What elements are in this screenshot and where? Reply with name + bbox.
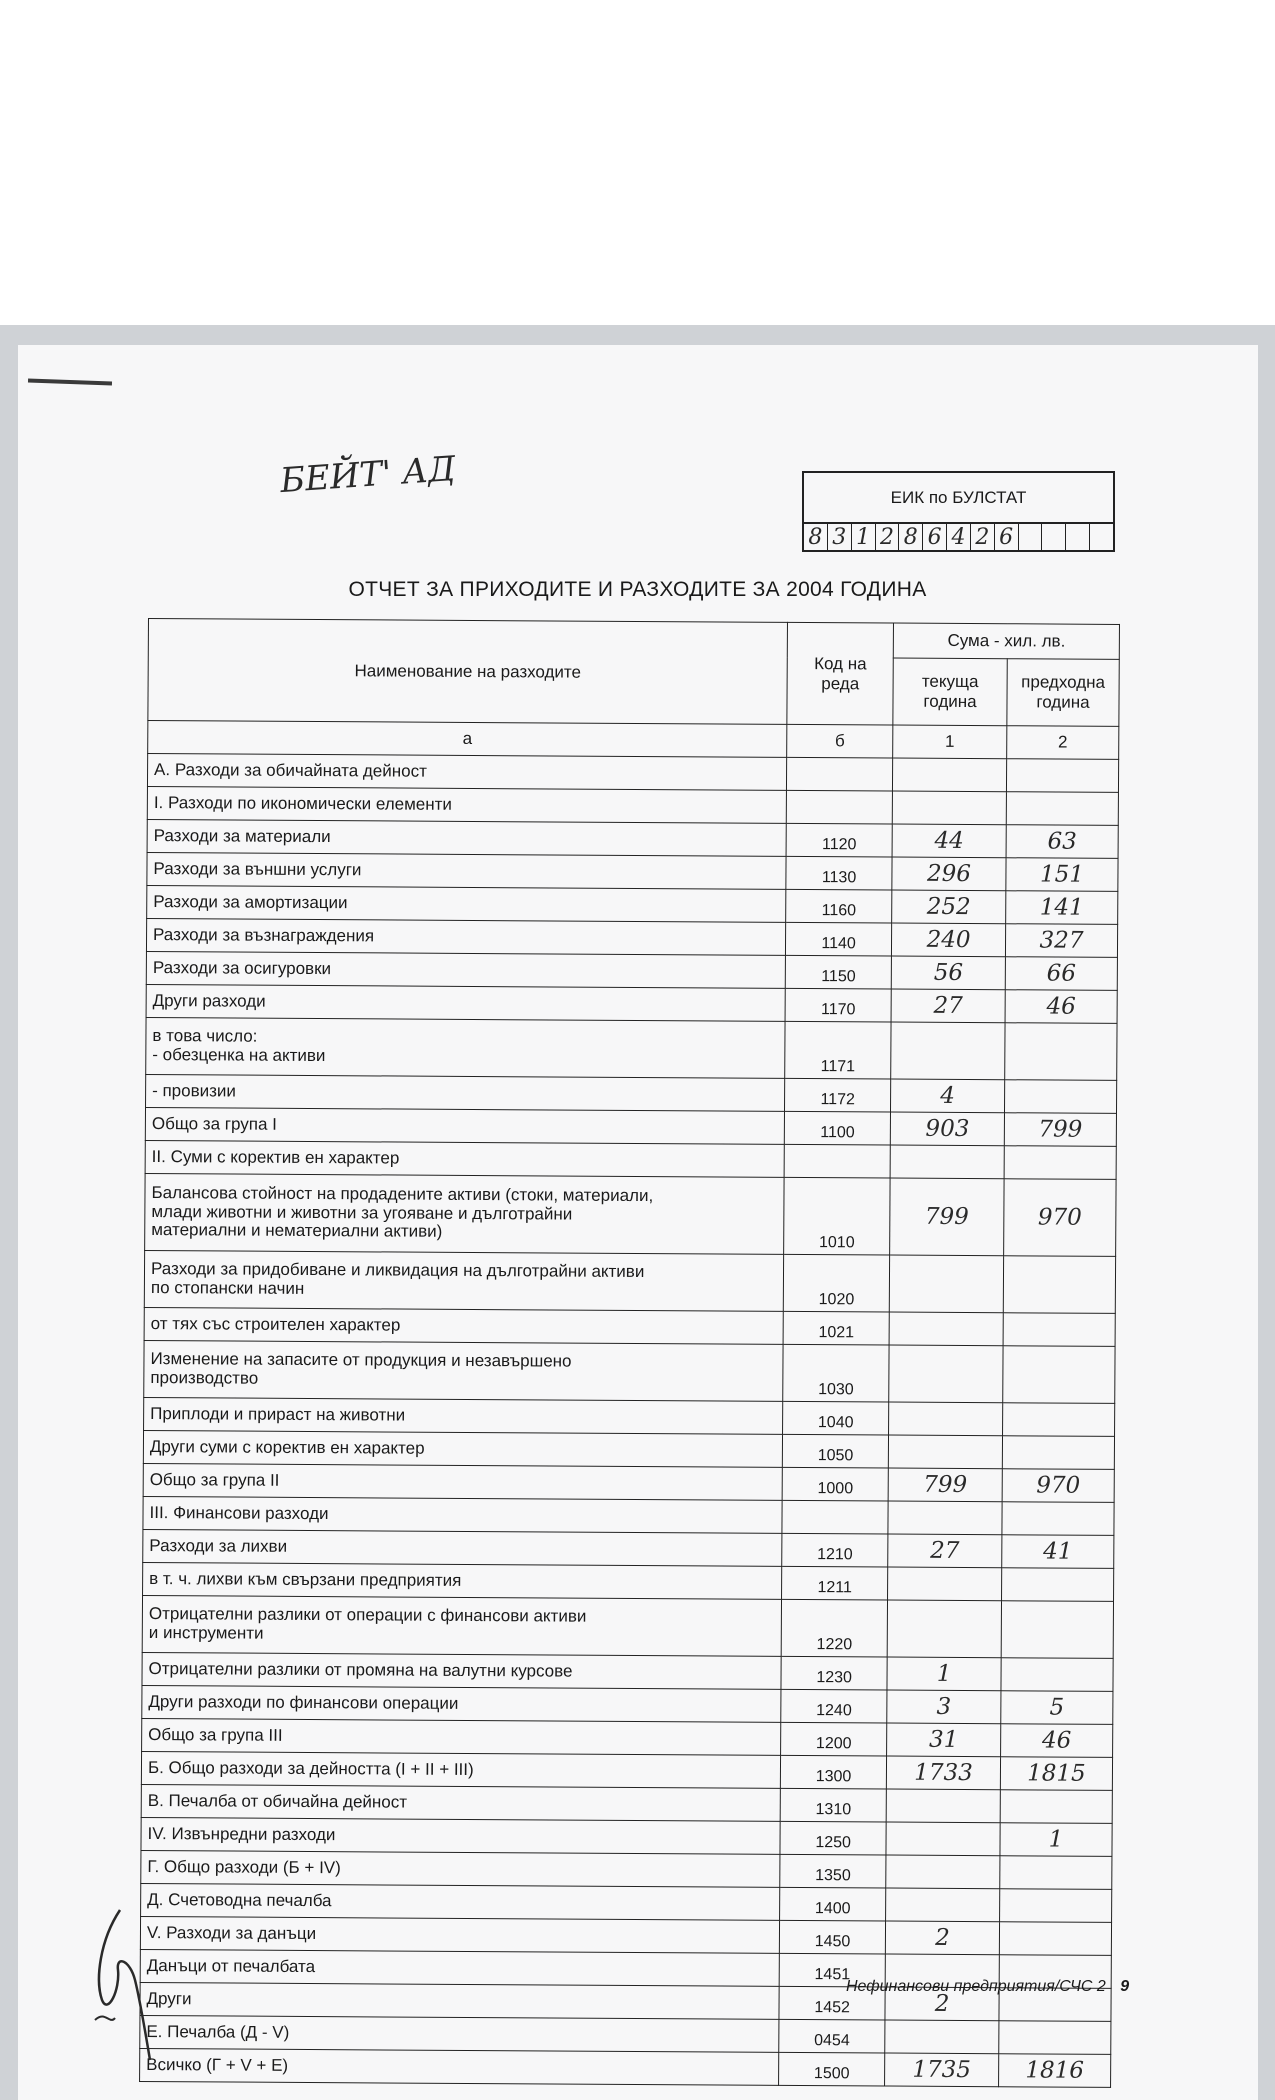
row-current-value: 799 xyxy=(890,1178,1004,1256)
report-title: ОТЧЕТ ЗА ПРИХОДИТЕ И РАЗХОДИТЕ ЗА 2004 ГОДИНА xyxy=(348,578,927,601)
row-label xyxy=(147,754,786,791)
row-previous-value xyxy=(1000,1889,1112,1923)
eik-digit xyxy=(1042,524,1066,550)
row-label xyxy=(141,1817,780,1854)
row-label-line: Разходи за възнаграждения xyxy=(153,925,375,946)
footer-text: Нефинансови предприятия/СЧС 2 xyxy=(846,1978,1106,1995)
row-current-value: 252 xyxy=(892,890,1006,924)
header-amount: Сума - хил. лв. xyxy=(893,623,1119,659)
row-code: 1010 xyxy=(784,1177,890,1255)
row-current-value: 2 xyxy=(885,1987,999,2021)
table-body xyxy=(140,754,1119,2088)
row-current-value: 31 xyxy=(887,1723,1001,1757)
row-previous-value xyxy=(1003,1403,1115,1437)
eik-digit: 1 xyxy=(852,524,876,550)
row-current-value xyxy=(886,1855,1000,1889)
row-label-line: Б. Общо разходи за дейността (I + II + III) xyxy=(147,1758,474,1780)
row-label-line: I. Разходи по икономически елементи xyxy=(153,793,453,814)
row-previous-value xyxy=(1002,1436,1114,1470)
row-code: 1000 xyxy=(782,1467,888,1501)
row-code: 1230 xyxy=(781,1656,887,1690)
row-current-value xyxy=(892,791,1006,825)
row-code: 1500 xyxy=(779,2052,885,2086)
eik-digit: 8 xyxy=(899,524,923,550)
row-previous-value: 970 xyxy=(1004,1179,1116,1257)
row-previous-value: 5 xyxy=(1001,1691,1113,1725)
row-previous-value xyxy=(1002,1568,1114,1602)
table-row xyxy=(146,1017,1117,1080)
row-previous-value xyxy=(1000,1856,1112,1890)
row-code: 1451 xyxy=(779,1953,885,1987)
page-number: 9 xyxy=(1120,1978,1130,1995)
row-label-line: Разходи за материали xyxy=(153,826,331,847)
expenses-table xyxy=(139,618,1120,2088)
row-label xyxy=(143,1529,782,1566)
row-previous-value xyxy=(1004,1080,1116,1114)
row-previous-value: 327 xyxy=(1005,924,1117,958)
index-current: 1 xyxy=(893,725,1007,759)
row-code: 1050 xyxy=(782,1434,888,1468)
row-code: 1452 xyxy=(779,1986,885,2020)
row-code: 1150 xyxy=(785,955,891,989)
row-current-value: 4 xyxy=(891,1079,1005,1113)
row-previous-value xyxy=(1000,1790,1112,1824)
row-label xyxy=(140,1982,779,2019)
row-code: 1170 xyxy=(785,988,891,1022)
row-current-value xyxy=(886,1888,1000,1922)
row-code: 1400 xyxy=(780,1887,886,1921)
row-current-value: 240 xyxy=(892,923,1006,957)
row-previous-value xyxy=(1003,1346,1115,1404)
row-label xyxy=(140,1949,779,1986)
row-label xyxy=(147,819,786,856)
row-label-line: Приплоди и прираст на животни xyxy=(150,1404,406,1425)
row-label xyxy=(144,1340,784,1401)
row-label-line: Общо за група III xyxy=(148,1725,283,1745)
eik-digit-boxes xyxy=(802,522,1115,552)
row-previous-value xyxy=(1001,1658,1113,1692)
row-label xyxy=(146,984,785,1021)
row-label-line: Общо за група II xyxy=(149,1470,280,1490)
row-previous-value: 1815 xyxy=(1000,1757,1112,1791)
row-label-line: Разходи за външни услуги xyxy=(153,859,362,880)
eik-digit: 2 xyxy=(971,524,995,550)
row-previous-value xyxy=(999,2021,1111,2055)
row-current-value xyxy=(886,1789,1000,1823)
row-label xyxy=(146,1017,786,1078)
row-current-value: 3 xyxy=(887,1690,1001,1724)
row-previous-value xyxy=(1003,1313,1115,1347)
row-label xyxy=(145,1173,785,1254)
row-label-line: материални и нематериални активи) xyxy=(151,1220,443,1242)
row-code: 1300 xyxy=(781,1755,887,1789)
row-label xyxy=(147,852,786,889)
row-label xyxy=(144,1307,783,1344)
row-label xyxy=(142,1652,781,1689)
row-label-line: Общо за група I xyxy=(151,1114,277,1134)
row-label xyxy=(142,1718,781,1755)
row-previous-value: 46 xyxy=(1001,1724,1113,1758)
row-label-line: Отрицателни разлики от операции с финансови активи xyxy=(148,1604,587,1627)
row-label-line: Други xyxy=(146,1989,192,2009)
header-current: текуща година xyxy=(893,658,1007,726)
row-current-value xyxy=(885,2020,999,2054)
row-code: 1350 xyxy=(780,1854,886,1888)
row-label xyxy=(145,1107,784,1144)
header-previous: предходна година xyxy=(1007,659,1119,727)
eik-digit: 2 xyxy=(876,524,900,550)
row-current-value xyxy=(893,758,1007,792)
row-label-line: Отрицателни разлики от промяна на валутни курсове xyxy=(148,1659,573,1681)
row-code: 1140 xyxy=(786,922,892,956)
index-name: а xyxy=(148,721,787,758)
row-code: 1310 xyxy=(780,1788,886,1822)
row-previous-value: 141 xyxy=(1006,891,1118,925)
row-code xyxy=(784,1144,890,1178)
row-label-line: - обезценка на активи xyxy=(152,1045,326,1066)
row-label-line: Данъци от печалбата xyxy=(146,1956,316,1977)
row-code: 1020 xyxy=(783,1254,889,1312)
row-code xyxy=(786,790,892,824)
row-label xyxy=(143,1562,782,1599)
table-row xyxy=(140,2048,1111,2087)
row-current-value: 1735 xyxy=(885,2053,999,2087)
eik-digit: 8 xyxy=(804,524,828,550)
row-current-value xyxy=(888,1435,1002,1469)
row-label-line: в това число: xyxy=(152,1026,258,1046)
eik-digit: 6 xyxy=(995,524,1019,550)
eik-digit xyxy=(1090,524,1113,550)
company-name-handwritten: БЕЙТ' АД xyxy=(278,448,457,502)
eik-label: ЕИК по БУЛСТАТ xyxy=(890,488,1027,507)
row-current-value xyxy=(889,1345,1003,1403)
row-label xyxy=(141,1850,780,1887)
row-current-value: 2 xyxy=(885,1921,999,1955)
row-label-line: III. Финансови разходи xyxy=(149,1503,329,1524)
row-label xyxy=(143,1430,782,1467)
row-code: 1220 xyxy=(781,1599,887,1657)
row-current-value: 799 xyxy=(888,1468,1002,1502)
row-label xyxy=(140,2048,779,2085)
row-current-value xyxy=(888,1501,1002,1535)
row-label xyxy=(141,1784,780,1821)
row-label xyxy=(146,951,785,988)
row-label-line: Разходи за осигуровки xyxy=(152,958,332,979)
eik-digit xyxy=(1019,524,1043,550)
row-label xyxy=(142,1595,782,1656)
signature-mark xyxy=(90,1900,170,2070)
row-label-line: II. Суми с коректив ен характер xyxy=(151,1147,400,1168)
index-code: б xyxy=(787,724,893,758)
row-current-value: 44 xyxy=(892,824,1006,858)
row-label-line: Д. Счетоводна печалба xyxy=(147,1890,332,1911)
table-row xyxy=(145,1173,1116,1256)
row-label xyxy=(146,918,785,955)
row-current-value xyxy=(887,1600,1001,1658)
row-code: 1160 xyxy=(786,889,892,923)
row-label xyxy=(145,1140,784,1177)
row-code: 1021 xyxy=(783,1311,889,1345)
row-label xyxy=(141,1883,780,1920)
row-code: 1450 xyxy=(780,1920,886,1954)
row-current-value xyxy=(890,1145,1004,1179)
eik-label-box xyxy=(802,471,1115,523)
page-footer xyxy=(846,1978,1129,1996)
row-current-value xyxy=(889,1255,1003,1313)
row-label xyxy=(140,1916,779,1953)
row-label-line: Други суми с коректив ен характер xyxy=(149,1437,425,1458)
row-current-value xyxy=(891,1022,1005,1080)
row-previous-value: 1816 xyxy=(999,2054,1111,2088)
row-current-value: 56 xyxy=(891,956,1005,990)
row-previous-value xyxy=(1003,1256,1115,1314)
eik-digit: 6 xyxy=(923,524,947,550)
row-label-line: по стопански начин xyxy=(150,1278,305,1298)
row-previous-value: 970 xyxy=(1002,1469,1114,1503)
row-label-line: Разходи за амортизации xyxy=(153,892,348,913)
row-label xyxy=(146,1074,785,1111)
row-code xyxy=(782,1500,888,1534)
row-previous-value xyxy=(1006,759,1118,793)
row-code: 1240 xyxy=(781,1689,887,1723)
row-label-line: Балансова стойност на продадените активи (стоки, материали, xyxy=(151,1183,654,1206)
row-code: 1120 xyxy=(786,823,892,857)
row-label xyxy=(144,1397,783,1434)
row-label xyxy=(142,1685,781,1722)
row-label-line: и инструменти xyxy=(148,1623,264,1643)
header-name: Наименование на разходите xyxy=(148,619,788,725)
row-previous-value: 41 xyxy=(1002,1535,1114,1569)
row-previous-value xyxy=(1005,1023,1117,1081)
row-label xyxy=(141,1751,780,1788)
row-label-line: млади животни и животни за угояване и дълготрайни xyxy=(151,1201,573,1224)
row-previous-value: 66 xyxy=(1005,957,1117,991)
row-current-value: 27 xyxy=(888,1534,1002,1568)
row-previous-value xyxy=(1004,1146,1116,1180)
index-previous: 2 xyxy=(1007,726,1119,760)
row-label-line: Разходи за придобиване и ликвидация на дълготрайни активи xyxy=(150,1259,645,1282)
table-row xyxy=(142,1595,1113,1658)
row-previous-value: 799 xyxy=(1004,1113,1116,1147)
row-current-value: 27 xyxy=(891,989,1005,1023)
row-code xyxy=(787,757,893,791)
row-current-value xyxy=(886,1822,1000,1856)
row-code: 1100 xyxy=(784,1111,890,1145)
row-current-value: 903 xyxy=(890,1112,1004,1146)
row-previous-value xyxy=(999,1922,1111,1956)
row-label xyxy=(144,1250,784,1311)
row-previous-value: 46 xyxy=(1005,990,1117,1024)
row-label-line: Други разходи по финансови операции xyxy=(148,1692,459,1713)
row-current-value: 1733 xyxy=(886,1756,1000,1790)
row-label xyxy=(143,1463,782,1500)
eik-digit xyxy=(1066,524,1090,550)
row-label-line: - провизии xyxy=(152,1081,236,1101)
row-label-line: IV. Извънредни разходи xyxy=(147,1824,336,1845)
row-current-value xyxy=(888,1567,1002,1601)
row-previous-value: 151 xyxy=(1006,858,1118,892)
row-previous-value: 63 xyxy=(1006,825,1118,859)
row-code: 1130 xyxy=(786,856,892,890)
row-previous-value: 1 xyxy=(1000,1823,1112,1857)
row-code: 1210 xyxy=(782,1533,888,1567)
row-code: 0454 xyxy=(779,2019,885,2053)
row-label-line: Е. Печалба (Д - V) xyxy=(146,2022,290,2042)
row-label xyxy=(147,885,786,922)
row-label-line: V. Разходи за данъци xyxy=(146,1923,317,1944)
row-label-line: производство xyxy=(150,1368,259,1388)
eik-digit: 3 xyxy=(828,524,852,550)
row-code: 1172 xyxy=(785,1078,891,1112)
table-row xyxy=(144,1340,1115,1403)
row-label-line: Разходи за лихви xyxy=(149,1536,288,1556)
row-label xyxy=(140,2015,779,2052)
row-previous-value xyxy=(1002,1502,1114,1536)
row-label-line: А. Разходи за обичайната дейност xyxy=(154,760,427,781)
row-label xyxy=(143,1496,782,1533)
row-previous-value xyxy=(1006,792,1118,826)
table-row xyxy=(144,1250,1115,1313)
row-current-value: 1 xyxy=(887,1657,1001,1691)
row-label-line: Всичко (Г + V + Е) xyxy=(146,2055,289,2075)
row-code: 1250 xyxy=(780,1821,886,1855)
row-code: 1171 xyxy=(785,1021,891,1079)
row-label-line: Изменение на запасите от продукция и незавършено xyxy=(150,1349,572,1371)
row-label-line: Г. Общо разходи (Б + IV) xyxy=(147,1857,341,1878)
row-code: 1200 xyxy=(781,1722,887,1756)
row-code: 1030 xyxy=(783,1344,889,1402)
row-label-line: Други разходи xyxy=(152,991,266,1011)
row-current-value xyxy=(889,1312,1003,1346)
row-current-value: 296 xyxy=(892,857,1006,891)
row-label xyxy=(147,786,786,823)
row-label-line: от тях със строителен характер xyxy=(150,1314,401,1335)
header-code: Код на реда xyxy=(787,622,894,725)
row-label-line: В. Печалба от обичайна дейност xyxy=(147,1791,408,1812)
eik-digit: 4 xyxy=(947,524,971,550)
row-previous-value xyxy=(1001,1601,1113,1659)
row-code: 1211 xyxy=(782,1566,888,1600)
row-label-line: в т. ч. лихви към свързани предприятия xyxy=(149,1569,462,1590)
row-code: 1040 xyxy=(783,1401,889,1435)
row-current-value xyxy=(889,1402,1003,1436)
